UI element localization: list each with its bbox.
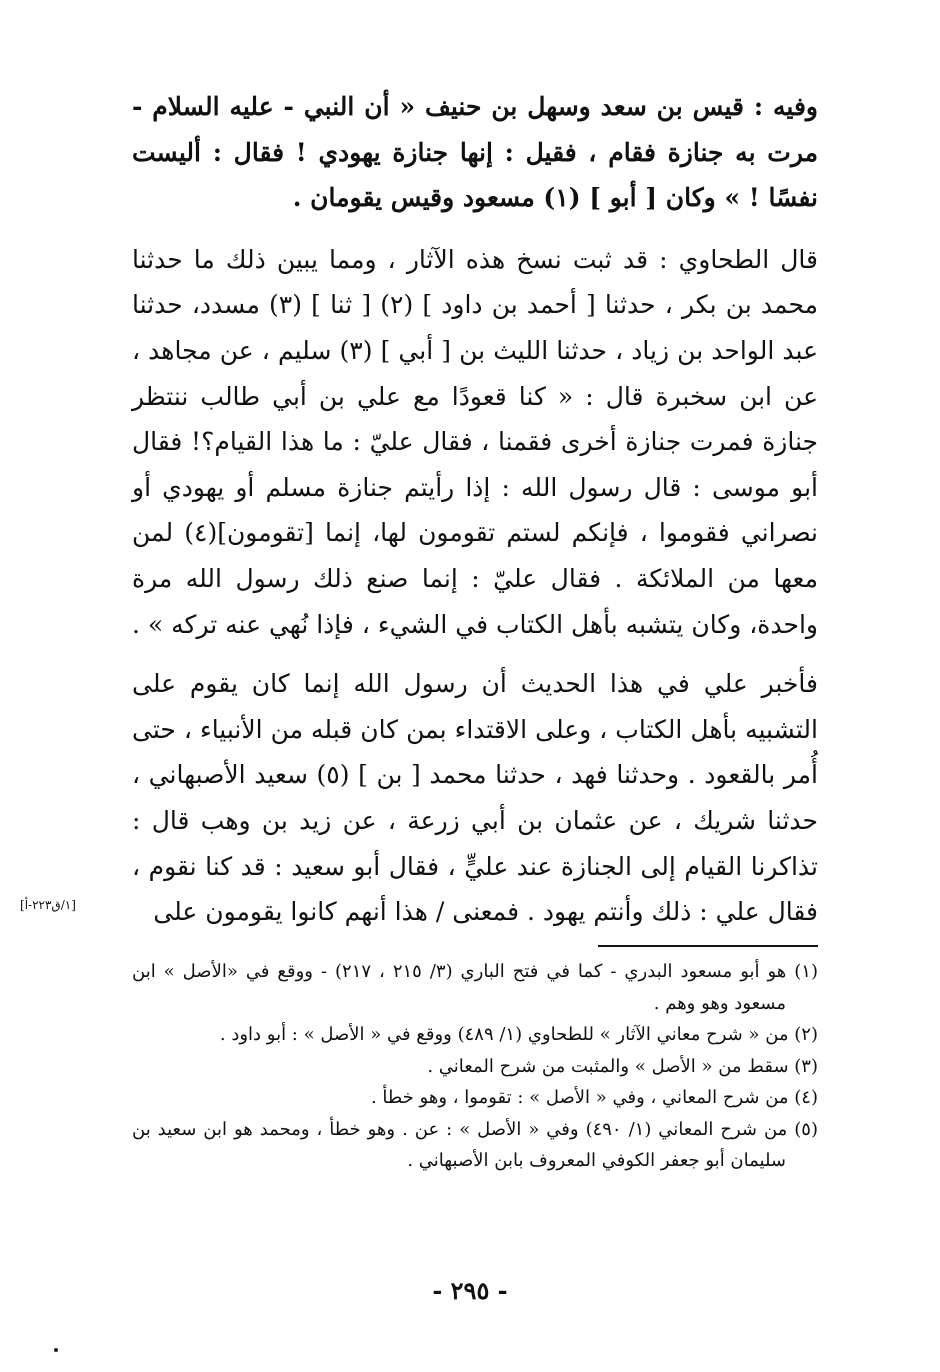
footnote-4: (٤) من شرح المعاني ، وفي « الأصل » : تقوموا ، وهو خطأ . xyxy=(370,1087,818,1108)
footnote-divider xyxy=(598,945,818,947)
footnote-2: (٢) من « شرح معاني الآثار » للطحاوي (١/ ٤٨٩) ووقع في « الأصل » : أبو داود . xyxy=(219,1024,818,1045)
footnotes xyxy=(132,956,818,1177)
paragraph-3: فأخبر علي في هذا الحديث أن رسول الله إنما كان يقوم على التشبيه بأهل الكتاب ، وعلى الاقتداء بمن كان قبله من الأنبياء ، حتى أُمر بالقعود . وحدثنا فهد ، حدثنا محمد [ بن ] (٥) سعيد الأصبهاني ، حدثنا شريك ، عن عثمان بن أبي زرعة ، عن زيد بن وهب قال : تذاكرنا القيام إلى الجنازة عند عليٍّ ، فقال أبو سعيد : قد كنا نقوم ، فقال علي : ذلك وأنتم يهود . فمعنى / هذا أنهم كانوا يقومون على xyxy=(132,669,818,927)
footnote-1: (١) هو أبو مسعود البدري - كما في فتح الباري (٣/ ٢١٥ ، ٢١٧) - ووقع في «الأصل » ابن مسعود وهو وهم . xyxy=(132,961,818,1014)
page-number: - ٢٩٥ - xyxy=(432,1276,508,1305)
paragraph-1: وفيه : قيس بن سعد وسهل بن حنيف « أن النبي - عليه السلام - مرت به جنازة فقام ، فقيل : إنها جنازة يهودي ! فقال : أليست نفسًا ! » وكان [ أبو ] (١) مسعود وقيس يقومان . xyxy=(132,92,818,213)
scan-speck xyxy=(54,1348,58,1352)
footnote-3: (٣) سقط من « الأصل » والمثبت من شرح المعاني . xyxy=(427,1055,818,1077)
footnote-5: (٥) من شرح المعاني (١/ ٤٩٠) وفي « الأصل » : عن . وهو خطأ ، ومحمد هو ابن سعيد بن سليمان أبو جعفر الكوفي المعروف بابن الأصبهاني . xyxy=(132,1118,818,1171)
manuscript-folio-reference: [١/ق٢٢٣-أ] xyxy=(20,898,76,912)
paragraph-2: قال الطحاوي : قد ثبت نسخ هذه الآثار ، ومما يبين ذلك ما حدثنا محمد بن بكر ، حدثنا [ أحمد بن داود ] (٢) [ ثنا ] (٣) مسدد، حدثنا عبد الواحد بن زياد ، حدثنا الليث بن [ أبي ] (٣) سليم ، عن مجاهد ، عن ابن سخبرة قال : « كنا قعودًا مع علي بن أبي طالب ننتظر جنازة فمرت جنازة أخرى فقمنا ، فقال عليّ : ما هذا القيام؟! فقال أبو موسى : قال رسول الله : إذا رأيتم جنازة مسلم أو يهودي أو نصراني فقوموا ، فإنكم لستم تقومون لها، إنما [تقومون](٤) لمن معها من الملائكة . فقال عليّ : إنما صنع ذلك رسول الله مرة واحدة، وكان يتشبه بأهل الكتاب في الشيء ، فإذا نُهي عنه تركه » . xyxy=(132,244,818,639)
main-text xyxy=(132,84,818,935)
